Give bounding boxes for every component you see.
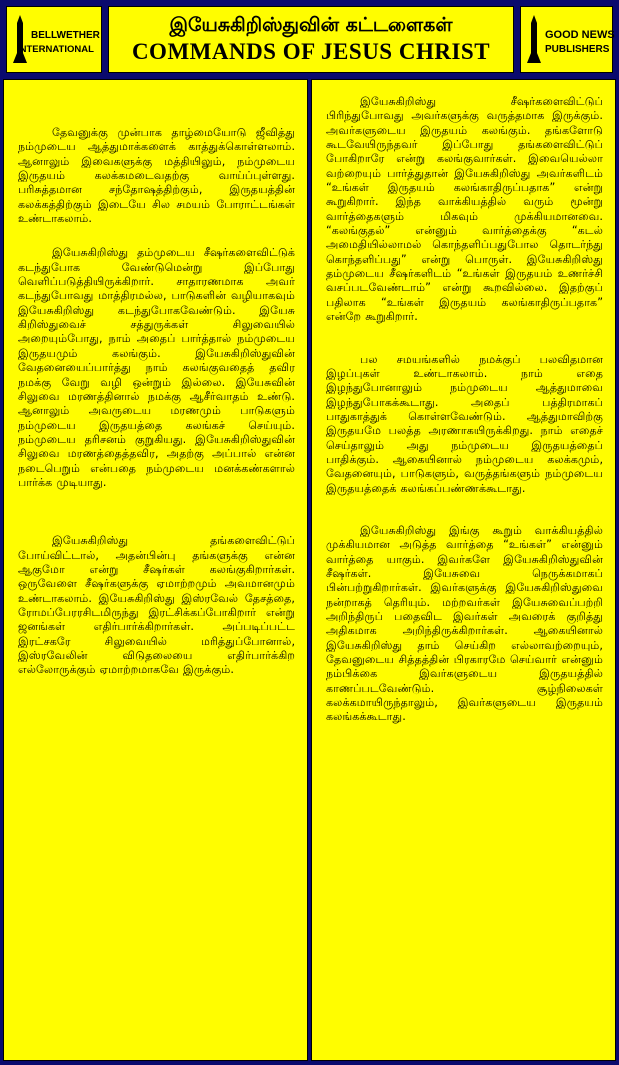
logo-right-line1: GOOD NEWS: [545, 29, 615, 41]
logo-left-line1: BELLWETHER: [31, 30, 100, 41]
tower-icon: [525, 15, 543, 63]
bellwether-logo: [6, 6, 102, 73]
left-column-text: [18, 126, 295, 698]
good-news-logo: [520, 6, 613, 73]
title-tamil: இயேசுகிறிஸ்துவின் கட்டளைகள்: [169, 14, 453, 36]
logo-right-line2: PUBLISHERS: [545, 44, 610, 55]
paragraph: இயேசுகிறிஸ்து தம்முடைய சீஷர்களைவிட்டுக் கடந்துபோக வேண்டுமென்று இப்போது வெளிப்படுத்தியிருக்கிறார். சாதாரணமாக அவர் கடந்துபோவது மாத்திரமல்ல, பாடுகளின் வழியாகவும் இயேசுகிறிஸ்து கடந்துபோகவேண்டும். இயேசு கிறிஸ்துவைச் சத்துருக்கள் சிலுவையில் அறையும்போது, நாம் அதைப் பார்த்தால் நம்முடைய இருதயமும் கலங்கும். இயேசுகிறிஸ்துவின் வேதனையைப்பார்த்து நாம் கலங்குவதைத் தவிர நமக்கு வேறு வழி ஒன்றும் இல்லை. இயேசுவின் சிலுவை மரணத்தினால் நமக்கு ஆசீர்வாதம் உண்டு. ஆனாலும் அவருடைய மரணமும் பாடுகளும் நம்முடைய இருதயத்தை கலங்கச் செய்யும். நம்முடைய தரிசனம் குறுகியது. இயேசுகிறிஸ்துவின் சிலுவை மரணத்தைத்தவிர, அதற்கு அப்பால் என்ன நடைபெறும் என்பதை நம்முடைய மனக்கண்களால் பார்க்க முடியாது.: [18, 246, 295, 489]
left-column: [3, 79, 308, 1061]
paragraph: தேவனுக்கு முன்பாக தாழ்மையோடு ஜீவித்து நம்முடைய ஆத்துமாக்களைக் காத்துக்கொள்ளலாம். ஆனாலும் இவைகளுக்கு மத்தியிலும், நம்முடைய இருதயம் கலக்கமடைவதற்கு வாய்ப்புள்ளது. பரிசுத்தமான சந்தோஷத்திற்கும், இருதயத்தின் கலக்கத்திற்கும் இடையே சில சமயம் போராட்டங்கள் உண்டாகலாம்.: [18, 126, 295, 226]
paragraph: இயேசுகிறிஸ்து தங்களைவிட்டுப் போய்விட்டால், அதன்பின்பு தங்களுக்கு என்ன ஆகுமோ என்று சீஷர்கள் கலங்குகிறார்கள். ஒருவேளை சீஷர்களுக்கு ஏமாற்றமும் அவமானமும் உண்டாகலாம். இயேசுகிறிஸ்து இஸ்ரவேல் தேசத்தை, ரோமப்பேரரசிடமிருந்து இரட்சிக்கப்போகிறார் என்று ஜனங்கள் எதிர்பார்க்கிறார்கள். அப்படிப்பட்ட இரட்சகரே சிலுவையில் மரித்துப்போனால், இஸ்ரவேலின் விடுதலையை எதிர்பார்க்கிற எல்லோருக்கும் ஏமாற்றமாகவே இருக்கும்.: [18, 534, 295, 677]
title-english: COMMANDS OF JESUS CHRIST: [131, 39, 491, 64]
title-box: [108, 6, 514, 73]
right-column: [311, 79, 616, 1061]
paragraph: பல சமயங்களில் நமக்குப் பலவிதமான இழப்புகள் உண்டாகலாம். நாம் எதை இழந்துபோனாலும் நம்முடைய ஆத்துமாவை இழந்துபோகக்கூடாது. அதைப் பத்திரமாகப் பாதுகாத்துக் கொள்ளவேண்டும். ஆத்துமாவிற்கு இருதயமே பலத்த அரணாகயிருக்கிறது. நாம் எதைச் செய்தாலும் அது நம்முடைய இருதயத்தைப் பாதிக்கும். ஆகையினால் நம்முடைய கலக்கமும், வேதனையும், பாடுகளும், வருத்தங்களும் நம்முடைய இருதயத்தைக் கலங்கப்பண்ணக்கூடாது.: [326, 352, 603, 495]
paragraph: இயேசுகிறிஸ்து இங்கு கூறும் வாக்கியத்தில் முக்கியமான அடுத்த வார்த்தை “உங்கள்” என்னும் வார்த்தை யாகும். இவர்களே இயேசுகிறிஸ்துவின் சீஷர்கள். இயேசுவை நெருக்கமாகப் பின்பற்றுகிறார்கள். இவர்களுக்கு இயேசுகிறிஸ்துவை நன்றாகத் தெரியும். மற்றவர்கள் இயேசுவைப்பற்றி அறிந்திருப் பதைவிட இவர்கள் அவரைக் குறித்து அதிகமாக அறிந்திருக்கிறார்கள். ஆகையினால் இயேசுகிறிஸ்து தாம் செய்கிற எல்லாவற்றையும், தேவனுடைய சித்தத்தின் பிரகாரமே செய்வார் என்னும் நம்பிக்கை இவர்களுடைய இருதயத்தில் காணப்படவேண்டும். சூழ்நிலைகள் கலக்கமாயிருந்தாலும், இவர்களுடைய இருதயம் கலங்கக்கூடாது.: [326, 523, 603, 724]
logo-left-line2: INTERNATIONAL: [17, 44, 94, 55]
header: [3, 3, 616, 76]
paragraph: இயேசுகிறிஸ்து சீஷர்களைவிட்டுப் பிரிந்துபோவது அவர்களுக்கு வருத்தமாக இருக்கும். அவர்களுடைய இருதயம் கலங்கும். தங்களோடு கூடவேயிருந்தவர் இப்போது தங்களைவிட்டுப் போகிறாரே என்று கலங்குவார்கள். இவையெல்லா வற்றையும் பார்த்துதான் இயேசுகிறிஸ்து அவர்களிடம் “உங்கள் இருதயம் கலங்காதிருப்பதாக” என்று கூறுகிறார். இந்த வாக்கியத்தில் வரும் மூன்று வார்த்தைகளும் மிகவும் முக்கியமானவை. “கலங்குதல்” என்னும் வார்த்தைக்கு “கடல் அமைதியில்லாமல் கொந்தளிப்பதுபோல தொடர்ந்து கொந்தளிப்பது” என்று பொருள். இயேசுகிறிஸ்து தம்முடைய சீஷர்களிடம் “உங்கள் இருதயம் உணர்ச்சி வசப்படவேண்டாம்” என்று கூறவில்லை. இதற்குப் பதிலாக “உங்கள் இருதயம் கலங்காதிருப்பதாக” என்றே கூறுகிறார்.: [326, 95, 603, 324]
right-column-text: [326, 95, 603, 745]
